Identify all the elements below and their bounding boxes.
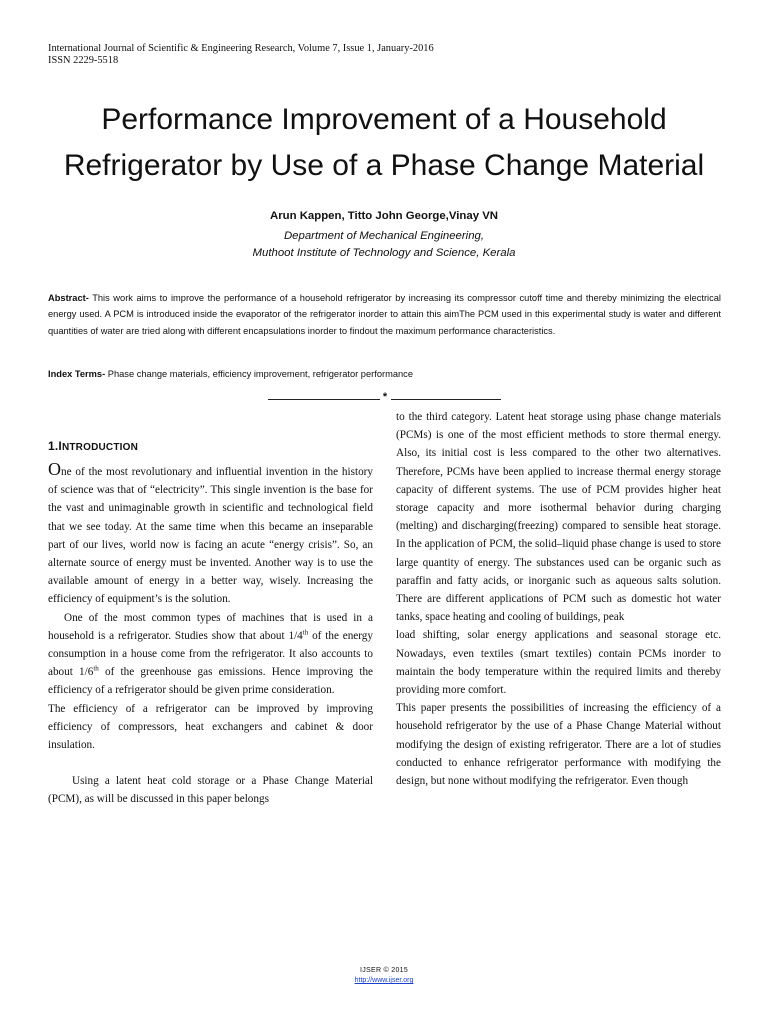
paper-title-line-1: Performance Improvement of a Household — [101, 103, 667, 136]
right-column — [396, 408, 721, 790]
section-divider — [0, 392, 768, 406]
footer-copyright: IJSER © 2015 — [359, 967, 409, 974]
abstract-text: This work aims to improve the performance of a household refrigerator by increasing its compressor cutoff time and thereby minimizing the electrical energy used. A PCM is introduced inside the evaporator of the refrigerator inorder to attain this aimThe PCM used in this experimental study is water and different quantities of water are tried along with different encapsulations inorder to findout the maximum performance characteristics. — [48, 293, 721, 336]
journal-issn: ISSN 2229-5518 — [48, 55, 119, 66]
index-terms-label: Index Terms- — [48, 369, 106, 379]
journal-citation: International Journal of Scientific & Engineering Research, Volume 7, Issue 1, January-2016 — [48, 43, 434, 54]
divider-line-right — [391, 399, 501, 400]
abstract — [48, 290, 721, 339]
right-paragraph-3: This paper presents the possibilities of increasing the efficiency of a household refrigerator by the use of a Phase Change Material without modifying the design of existing refrigerator. There are a lot of studies conducted to enhance refrigerator performance with modifying the design, but none without modifying the refrigerator. Even though — [396, 702, 721, 788]
author-list: Arun Kappen, Titto John George,Vinay VN — [269, 210, 499, 222]
section-heading-rest: NTRODUCTION — [61, 442, 139, 453]
footer-link[interactable]: http://www.ijser.org — [354, 977, 414, 984]
paper-title — [30, 97, 738, 189]
right-paragraph-1: to the third category. Latent heat storage using phase change materials (PCMs) is one of the most efficient methods to store thermal energy. Also, its initial cost is less compared to the other two alternatives. Therefore, PCMs have been applied to increase thermal energy storage capacity of different systems. The use of PCM provides higher heat storage capacity and more isothermal behavior during charging (melting) and discharging(freezing) compared to sensible heat storage. In the application of PCM, the solid–liquid phase change is used to store large quantity of energy. The substances used can be organic such as paraffin and fatty acids, or inorganic such as aqueous salts solution. There are different applications of PCM such as domestic hot water tanks, space heating and cooling of buildings, peak — [396, 411, 721, 624]
section-heading-introduction — [48, 439, 138, 453]
journal-header — [48, 43, 434, 67]
intro-paragraph-4: Using a latent heat cold storage or a Phase Change Material (PCM), as will be discussed in this paper belongs — [48, 775, 373, 806]
right-paragraph-2: load shifting, solar energy applications and seasonal storage etc. Nowadays, even textiles (smart textiles) contain PCMs inorder to maintain the body temperature within the required limits and thereby providing more comfort. — [396, 629, 721, 697]
divider-line-left — [268, 399, 380, 400]
affiliation-department: Department of Mechanical Engineering, — [283, 230, 485, 242]
left-column — [48, 459, 374, 809]
intro-paragraph-2: One of the most common types of machines that is used in a household is a refrigerator. Studies show that about 1/4th of the energy consumption in a house come from the refrigerator. It also accounts to about 1/6th of the greenhouse gas emissions. Hence improving the efficiency of a refrigerator should be given prime consideration. — [48, 611, 374, 697]
paper-title-line-2: Refrigerator by Use of a Phase Change Material — [63, 149, 705, 182]
divider-star: * — [382, 391, 388, 403]
abstract-label: Abstract- — [48, 293, 89, 303]
index-terms-text: Phase change materials, efficiency improvement, refrigerator performance — [105, 369, 413, 379]
index-terms — [48, 366, 721, 382]
intro-paragraph-1: One of the most revolutionary and influential invention in the history of science was that of “electricity”. This single invention is the base for the vast and unimaginable growth in scientific and technological field that we see today. At the same time when this became an inseparable part of our lives, world now is facing an acute “energy crisis”. So, an alternate source of energy must be invented. Another way is to use the available amount of energy in a better way, wisely. Increasing the efficiency of equipment’s is the solution. — [48, 459, 373, 606]
drop-cap: O — [48, 459, 61, 479]
section-heading-number: 1.I — [48, 439, 62, 453]
intro-paragraph-3: The efficiency of a refrigerator can be improved by improving efficiency of compressors, heat exchangers and cabinet & door insulation. — [48, 702, 373, 752]
affiliation-institution: Muthoot Institute of Technology and Science, Kerala — [252, 247, 516, 259]
